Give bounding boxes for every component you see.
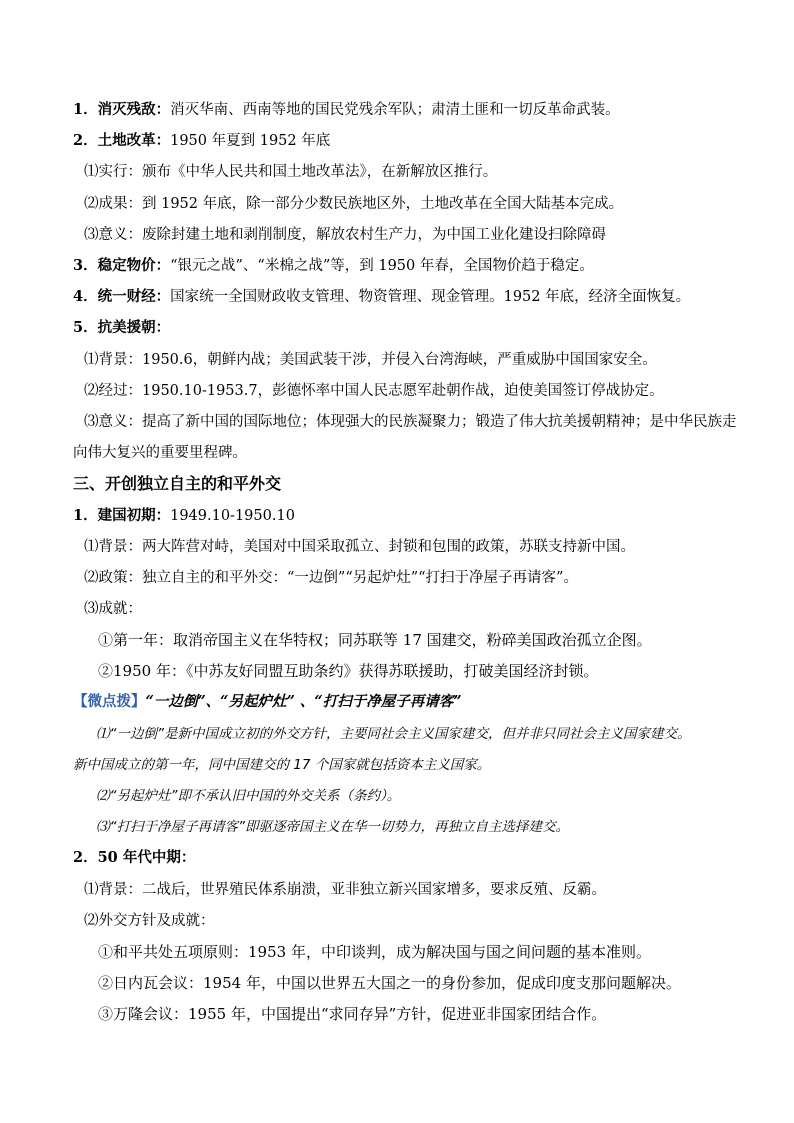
item-label: 3．稳定物价： (73, 257, 171, 274)
five-principles: ①和平共处五项原则：1953 年，中印谈判，成为解决国与国之间问题的基本准则。 (98, 943, 651, 961)
tip-line-2: 新中国成立的第一年，同中国建交的 17 个国家就包括资本主义国家。 (73, 757, 491, 773)
korean-war-significance-line1: ⑶意义：提高了新中国的国际地位；体现强大的民族凝聚力；锻造了伟大抗美援朝精神；是中华民族走 (84, 414, 737, 430)
tip-label: 【微点拨】 (73, 693, 146, 710)
item-text: 国家统一全国财政收支管理、物资管理、现金管理。1952 年底，经济全面恢复。 (170, 289, 691, 305)
item-text: “银元之战”、“米棉之战”等，到 1950 年春，全国物价趋于稳定。 (170, 258, 594, 274)
land-reform-implementation: ⑴实行：颁布《中华人民共和国土地改革法》，在新解放区推行。 (84, 164, 498, 180)
item-label: 1．消灭残敌： (73, 101, 171, 118)
item-early-foreign-policy (73, 506, 295, 526)
item-text: 消灭华南、西南等地的国民党残余军队；肃清土匪和一切反革命武装。 (170, 102, 620, 118)
bandung-conference: ③万隆会议：1955 年，中国提出“求同存异”方针，促进亚非国家团结合作。 (98, 1005, 607, 1023)
korean-war-background: ⑴背景：1950.6，朝鲜内战；美国武装干涉，并侵入台湾海峡，严重威胁中国国家安全。 (84, 352, 657, 368)
mid-50s-background: ⑴背景：二战后，世界殖民体系崩溃，亚非独立新兴国家增多，要求反殖、反霸。 (84, 882, 606, 898)
early-background: ⑴背景：两大阵营对峙，美国对中国采取孤立、封锁和包围的政策，苏联支持新中国。 (84, 539, 635, 555)
item-label: 5．抗美援朝： (73, 319, 171, 336)
item-eliminate-remnants (73, 100, 620, 120)
item-stabilize-prices (73, 256, 594, 276)
tip-title: “一边倒”、“另起炉灶” 、“打扫于净屋子再请客” (145, 693, 462, 710)
land-reform-significance: ⑶意义：废除封建土地和剥削制度，解放农村生产力，为中国工业化建设扫除障碍 (84, 227, 606, 243)
early-achievements-label: ⑶成就： (84, 601, 142, 617)
early-achievement-1950: ②1950 年：《中苏友好同盟互助条约》获得苏联援助，打破美国经济封锁。 (98, 662, 599, 680)
land-reform-result: ⑵成果：到 1952 年底，除一部分少数民族地区外，土地改革在全国大陆基本完成。 (84, 196, 624, 212)
tip-header (73, 692, 462, 712)
item-text: 1949.10-1950.10 (170, 508, 295, 524)
item-label: 2．50 年代中期： (73, 849, 196, 866)
tip-line-4: ⑶“打扫于净屋子再请客”即驱逐帝国主义在华一切势力，再独立自主选择建交。 (96, 819, 569, 835)
korean-war-process: ⑵经过：1950.10-1953.7，彭德怀率中国人民志愿军赴朝作战，迫使美国签订停战协定。 (84, 383, 664, 399)
item-land-reform (73, 131, 330, 151)
korean-war-significance-line2: 向伟大复兴的重要里程碑。 (73, 445, 247, 461)
item-text: 1950 年夏到 1952 年底 (170, 133, 331, 149)
item-label: 2．土地改革： (73, 132, 171, 149)
geneva-conference: ②日内瓦会议：1954 年，中国以世界五大国之一的身份参加，促成印度支那问题解决。 (98, 974, 681, 992)
item-mid-50s (73, 848, 195, 868)
section-heading: 三、开创独立自主的和平外交 (73, 474, 282, 493)
tip-line-3: ⑵“另起炉灶”即不承认旧中国的外交关系（条约）。 (96, 788, 401, 804)
mid-50s-policy-label: ⑵外交方针及成就： (84, 913, 215, 929)
item-unify-finance (73, 287, 690, 307)
early-policy: ⑵政策：独立自主的和平外交：“一边倒”“另起炉灶”“打扫于净屋子再请客”。 (84, 570, 578, 586)
item-label: 4．统一财经： (73, 288, 171, 305)
item-korean-war (73, 318, 170, 338)
early-achievement-first-year: ①第一年：取消帝国主义在华特权；同苏联等 17 国建交，粉碎美国政治孤立企图。 (98, 631, 652, 649)
tip-line-1: ⑴“一边倒”是新中国成立初的外交方针，主要同社会主义国家建交，但并非只同社会主义国家建交。 (96, 726, 691, 742)
item-label: 1．建国初期： (73, 507, 171, 524)
